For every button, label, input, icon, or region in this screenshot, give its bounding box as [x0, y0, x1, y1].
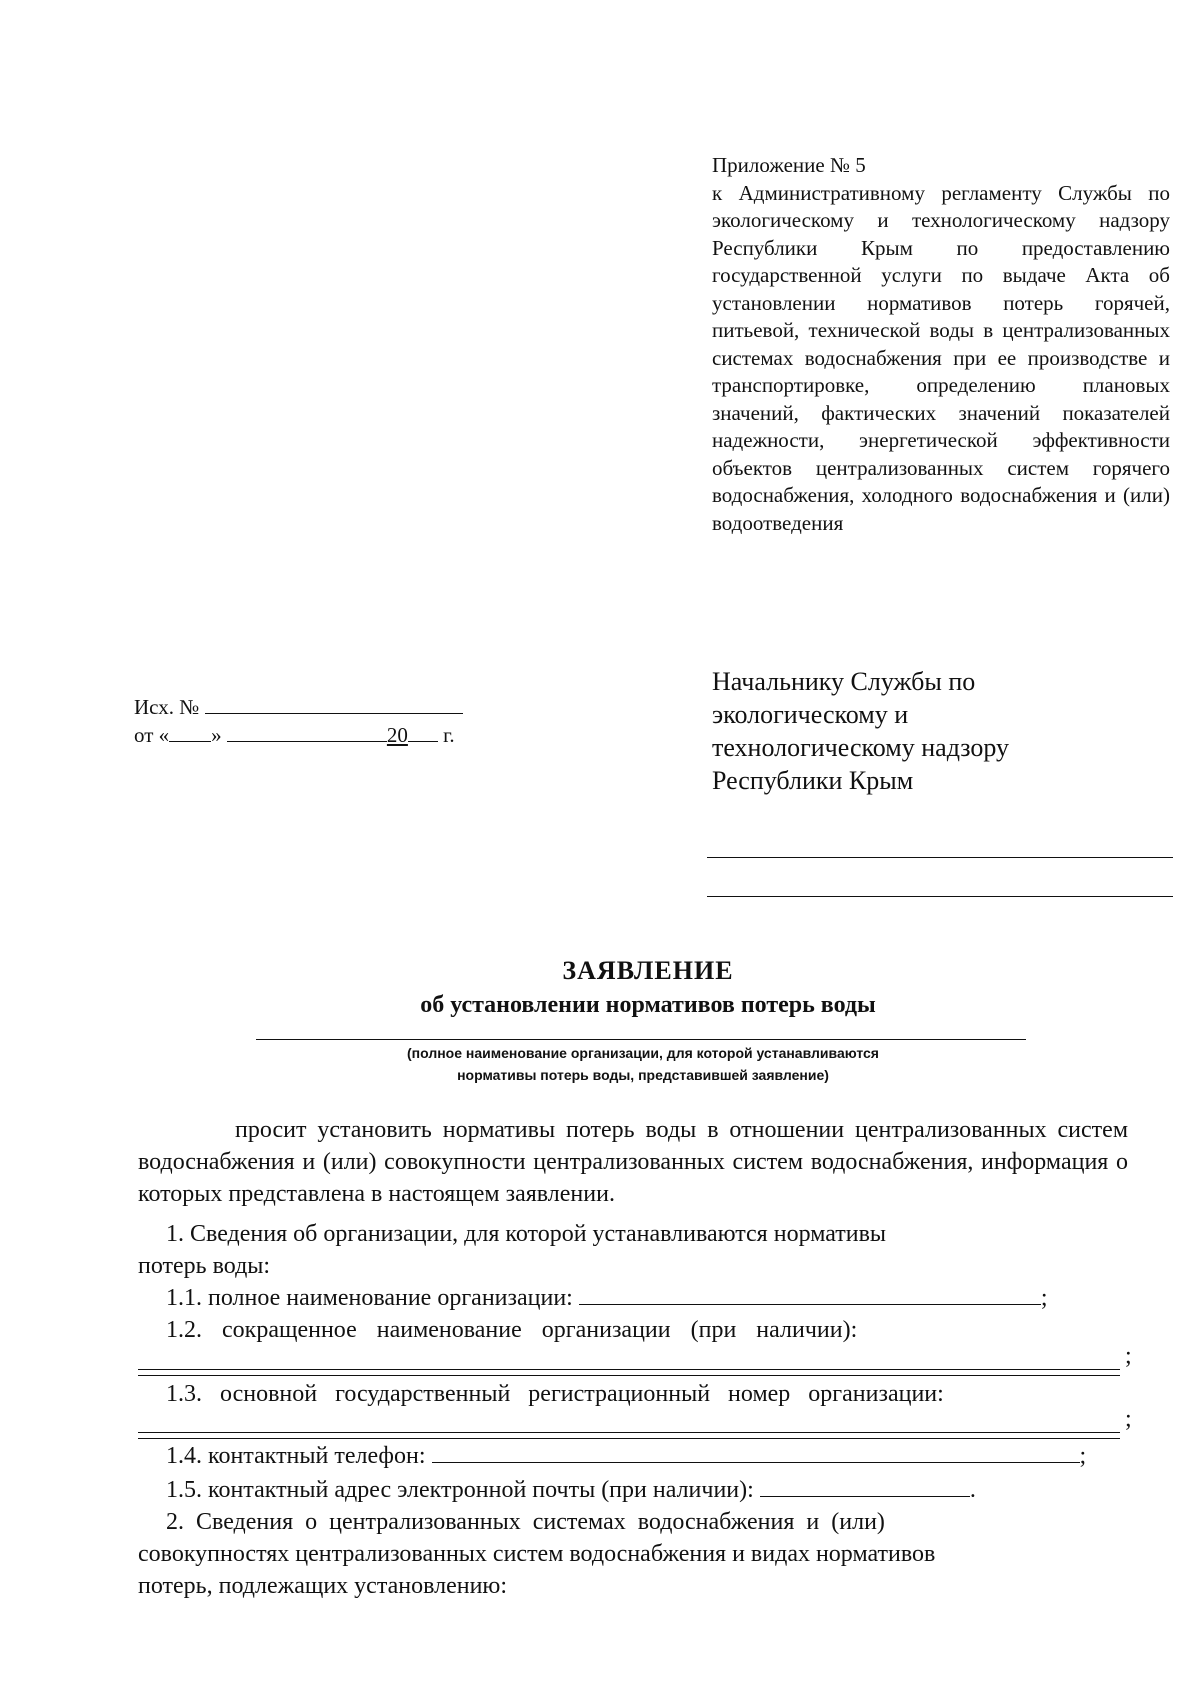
field-1-5-period: . — [969, 1477, 976, 1503]
section-2-heading: 2. Сведения о централизованных системах водоснабжения и (или) — [166, 1509, 885, 1535]
document-title: ЗАЯВЛЕНИЕ — [562, 956, 734, 985]
addressee-block — [712, 665, 1182, 797]
document-subtitle: об установлении нормативов потерь воды — [420, 992, 876, 1018]
field-1-5-input[interactable] — [760, 1474, 970, 1497]
outgoing-number — [134, 693, 463, 719]
field-1-3-underline-2 — [138, 1438, 1120, 1439]
field-1-5 — [166, 1474, 976, 1506]
organization-hint-line-2: нормативы потерь воды, представившей заявление) — [457, 1067, 829, 1083]
date-year-field[interactable] — [408, 721, 438, 742]
field-1-3 — [166, 1378, 944, 1410]
addressee-line-4: Республики Крым — [712, 766, 914, 795]
appendix-body: к Административному регламенту Службы по экологическому и технологическому надзору Республики Крым по предоставлению государственной услуги по выдаче Акта об установлении нормативов потерь горячей, питьевой, технической воды в централизованных системах водоснабжения при ее производстве и транспортировке, определению плановых значений, фактических значений показателей надежности, энергетической эффективности объектов централизованных систем горячего водоснабжения, холодного водоснабжения и (или) водоотведения — [712, 180, 1170, 535]
field-1-1-input[interactable] — [579, 1282, 1041, 1305]
field-1-4-semicolon: ; — [1079, 1443, 1087, 1469]
field-1-4-label: 1.4. контактный телефон: — [166, 1443, 426, 1469]
intro-paragraph — [138, 1114, 1128, 1210]
addressee-blank-line-1[interactable] — [707, 857, 1173, 858]
date-year-suffix: г. — [443, 723, 455, 747]
field-1-4 — [166, 1440, 1086, 1472]
addressee-blank-line-2[interactable] — [707, 896, 1173, 897]
addressee-line-1: Начальнику Службы по — [712, 667, 976, 696]
field-1-2-underline-2 — [138, 1375, 1120, 1376]
field-1-1 — [166, 1282, 1048, 1314]
addressee-line-3: технологическому надзору — [712, 733, 1010, 762]
section-2-heading-cont-2: потерь, подлежащих установлению: — [138, 1573, 508, 1599]
field-1-1-label: 1.1. полное наименование организации: — [166, 1285, 573, 1311]
outgoing-number-field[interactable] — [205, 693, 463, 714]
date-year-prefix: 20 — [386, 723, 408, 747]
section-2-heading-cont: совокупностях централизованных систем водоснабжения и видах нормативов — [138, 1541, 936, 1567]
section-1-heading: 1. Сведения об организации, для которой устанавливаются нормативы — [166, 1221, 887, 1247]
field-1-5-label: 1.5. контактный адрес электронной почты (при наличии): — [166, 1477, 754, 1503]
organization-name-field[interactable] — [256, 1039, 1026, 1040]
intro-text: просит установить нормативы потерь воды в отношении централизованных систем водоснабжения и (или) совокупности централизованных систем водоснабжения, информация о которых представлена в настоящем заявлении. — [138, 1117, 1128, 1207]
addressee-line-2: экологическому и — [712, 700, 909, 729]
organization-hint-line-1: (полное наименование организации, для которой устанавливаются — [407, 1045, 879, 1061]
appendix-block — [712, 152, 1170, 537]
section-1-heading-cont: потерь воды: — [138, 1253, 271, 1279]
date-month-field[interactable] — [227, 721, 387, 742]
field-1-2 — [166, 1314, 857, 1346]
field-1-3-label: 1.3. основной государственный регистрационный номер организации: — [166, 1381, 944, 1407]
field-1-1-semicolon: ; — [1040, 1285, 1048, 1311]
outgoing-date — [134, 721, 455, 747]
appendix-title: Приложение № 5 — [712, 153, 866, 177]
field-1-2-semicolon: ; — [1125, 1343, 1132, 1369]
outgoing-number-label: Исх. № — [134, 695, 200, 719]
date-open-quote: от « — [134, 723, 170, 747]
date-day-field[interactable] — [169, 721, 211, 742]
organization-hint — [360, 1042, 926, 1086]
date-close-quote: » — [211, 723, 222, 747]
field-1-3-semicolon: ; — [1125, 1406, 1132, 1432]
field-1-2-label: 1.2. сокращенное наименование организации (при наличии): — [166, 1317, 858, 1343]
field-1-2-input[interactable] — [138, 1369, 1120, 1370]
field-1-4-input[interactable] — [432, 1440, 1080, 1463]
field-1-3-input[interactable] — [138, 1432, 1120, 1433]
